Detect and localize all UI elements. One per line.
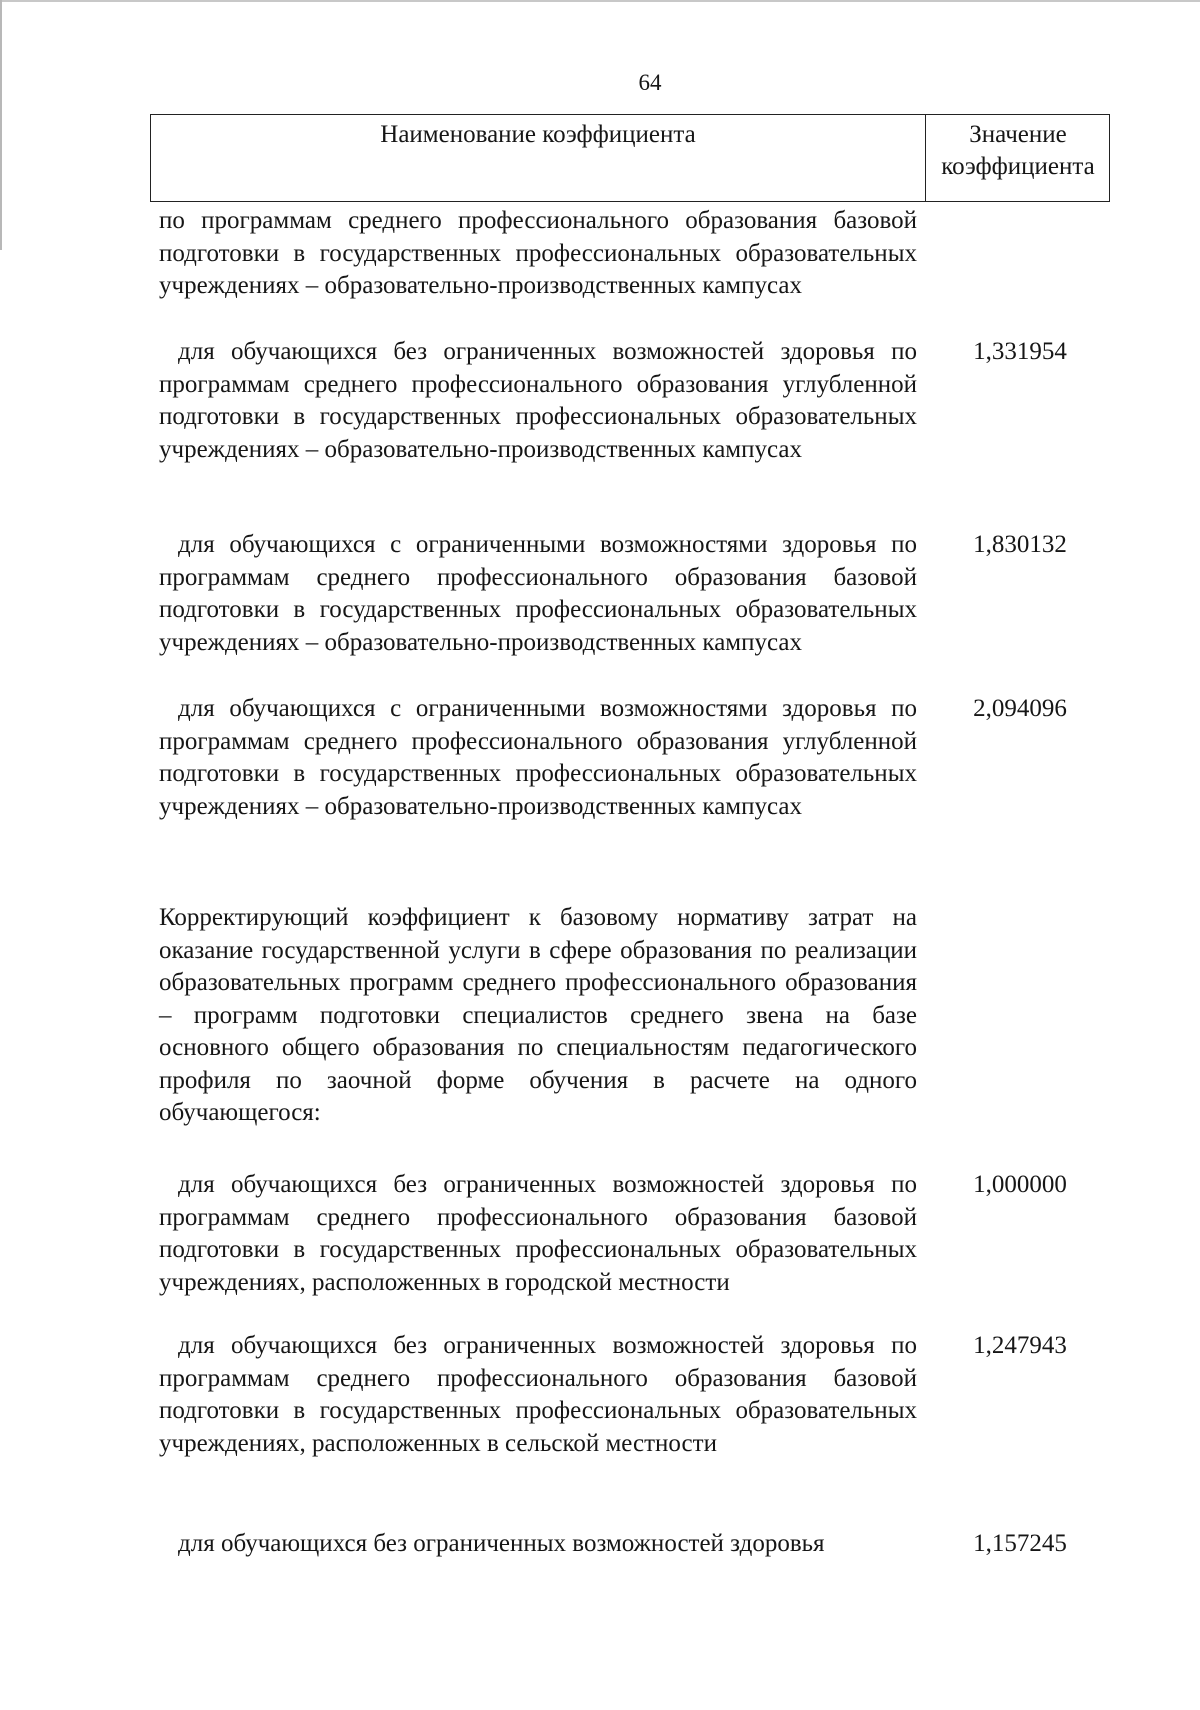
row-value: 1,331954: [973, 338, 1067, 365]
row-text: для обучающихся без ограниченных возможностей здоровья по программам среднего профессионального образования базовой подготовки в государственных профессиональных образовательных учреждениях, расположенных в сельской местности: [159, 1332, 917, 1457]
row-text: для обучающихся без ограниченных возможностей здоровья по программам среднего профессионального образования базовой подготовки в государственных профессиональных образовательных учреждениях, расположенных в городской местности: [159, 1171, 917, 1296]
row-value: 1,247943: [973, 1332, 1067, 1359]
scan-top-edge: [0, 0, 1200, 2]
header-value-line2: коэффициента: [941, 153, 1095, 180]
header-coefficient-name: Наименование коэффициента: [380, 121, 696, 148]
row-text: по программам среднего профессионального образования базовой подготовки в государственных профессиональных образовательных учреждениях – образовательно-производственных кампусах: [159, 207, 917, 299]
row-value: 2,094096: [973, 695, 1067, 722]
scan-left-edge: [0, 0, 2, 250]
table-header: [150, 114, 1110, 202]
row-text: Корректирующий коэффициент к базовому нормативу затрат на оказание государственной услуги в сфере образования по реализации образовательных программ среднего профессионального образования – программ подготовки специалистов среднего звена на базе основного общего образования по специальностям педагогического профиля по заочной форме обучения в расчете на одного обучающегося:: [159, 904, 917, 1126]
row-text: для обучающихся без ограниченных возможностей здоровья по программам среднего профессионального образования углубленной подготовки в государственных профессиональных образовательных учреждениях – образовательно-производственных кампусах: [159, 338, 917, 463]
row-text: для обучающихся с ограниченными возможностями здоровья по программам среднего профессионального образования базовой подготовки в государственных профессиональных образовательных учреждениях – образовательно-производственных кампусах: [159, 531, 917, 656]
row-text: для обучающихся без ограниченных возможностей здоровья: [178, 1530, 825, 1557]
page-number: 64: [638, 70, 662, 95]
row-value: 1,830132: [973, 531, 1067, 558]
row-value: 1,000000: [973, 1171, 1067, 1198]
row-value: 1,157245: [973, 1530, 1067, 1557]
header-value-line1: Значение: [969, 121, 1067, 148]
header-coefficient-value: [927, 119, 1109, 183]
row-text: для обучающихся с ограниченными возможностями здоровья по программам среднего профессионального образования углубленной подготовки в государственных профессиональных образовательных учреждениях – образовательно-производственных кампусах: [159, 695, 917, 820]
column-divider: [925, 115, 926, 201]
